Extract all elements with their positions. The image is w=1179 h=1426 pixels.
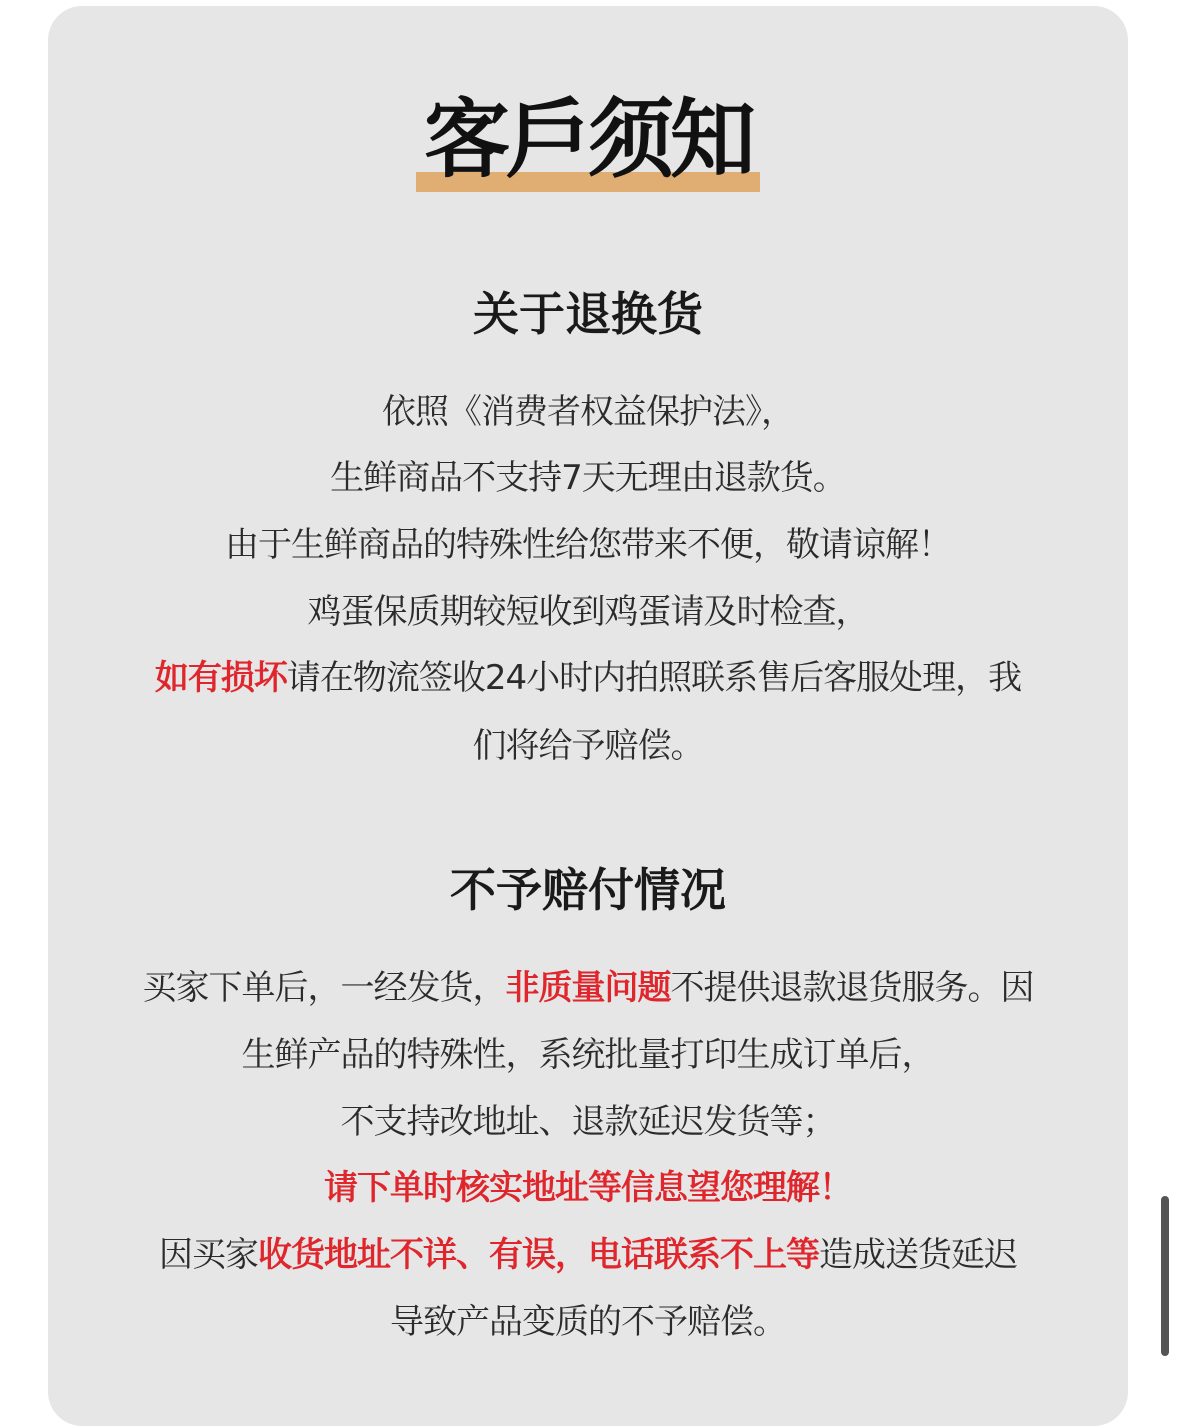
vertical-scrollbar[interactable]: [1161, 1196, 1169, 1356]
non-quality-emphasis: 非质量问题: [505, 968, 671, 1008]
return-policy-heading: 关于退换货: [473, 287, 703, 341]
title-block: [48, 84, 1128, 196]
no-compensation-line-5: [48, 1231, 1128, 1279]
no-compensation-line-1-start: 买家下单后，一经发货，: [142, 968, 506, 1008]
notice-card: [48, 6, 1128, 1426]
no-compensation-line-1-end: 不提供退款退货服务。因: [670, 968, 1034, 1008]
verify-address-emphasis: 请下单时核实地址等信息望您理解！: [324, 1168, 852, 1208]
damage-instructions: 请在物流签收24小时内拍照联系售后客服处理，我: [286, 658, 1022, 698]
title-box: [418, 84, 758, 196]
return-policy-line-6: 们将给予赔偿。: [472, 726, 704, 766]
damage-emphasis: 如有损坏: [154, 658, 287, 698]
address-error-emphasis: 收货地址不详、有误，电话联系不上等: [258, 1235, 819, 1275]
no-compensation-heading: 不予赔付情况: [450, 863, 726, 917]
no-compensation-line-2: 生鲜产品的特殊性，系统批量打印生成订单后，: [241, 1035, 935, 1075]
no-compensation-line-6: 导致产品变质的不予赔偿。: [390, 1302, 786, 1342]
return-policy-line-4: 鸡蛋保质期较短收到鸡蛋请及时检查，: [307, 592, 869, 632]
no-compensation-line-5-start: 因买家: [159, 1235, 258, 1275]
page-title: 客戶须知: [424, 89, 752, 190]
return-policy-line-5: [48, 654, 1128, 702]
return-policy-line-1: 依照《消费者权益保护法》，: [382, 392, 794, 432]
return-policy-line-3: 由于生鲜商品的特殊性给您带来不便，敬请谅解！: [225, 525, 951, 565]
return-policy-line-2: 生鲜商品不支持7天无理由退款货。: [330, 458, 846, 498]
no-compensation-line-1: [48, 964, 1128, 1012]
no-compensation-line-5-end: 造成送货延迟: [819, 1235, 1017, 1275]
no-compensation-line-3: 不支持改地址、退款延迟发货等；: [340, 1102, 836, 1142]
